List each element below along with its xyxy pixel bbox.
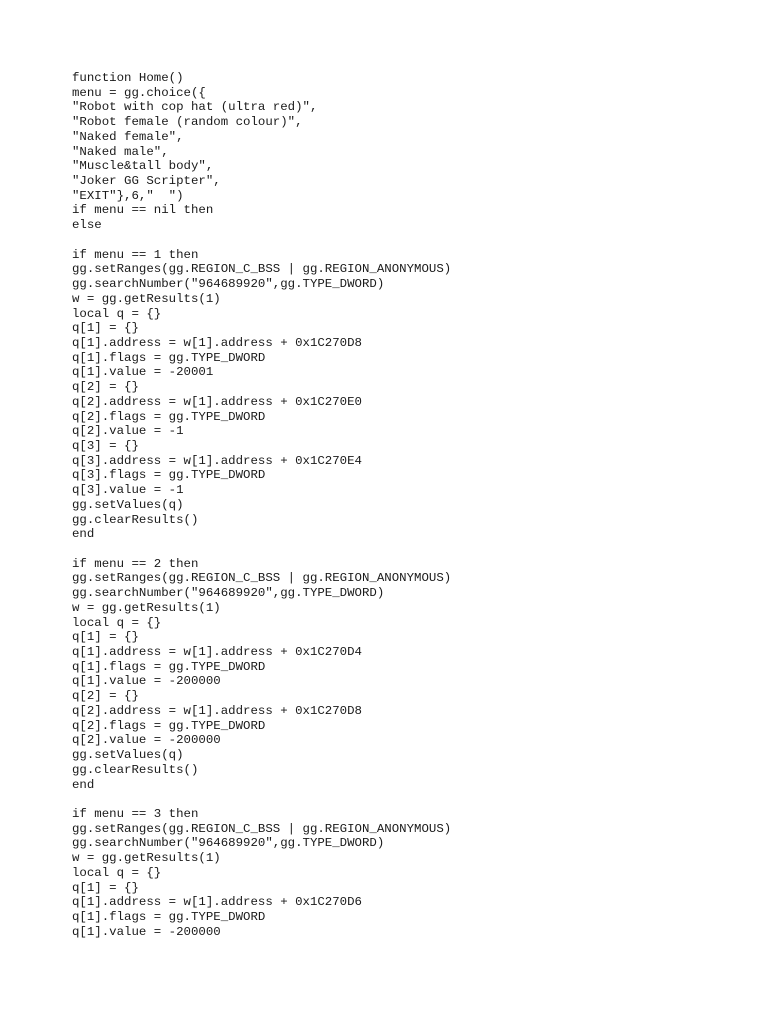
code-line: gg.setRanges(gg.REGION_C_BSS | gg.REGION_ANONYMOUS) bbox=[72, 262, 452, 277]
code-line: q[2].value = -200000 bbox=[72, 733, 221, 748]
code-line: q[2].value = -1 bbox=[72, 424, 184, 439]
code-line: "EXIT"},6," ") bbox=[72, 188, 184, 203]
code-line: else bbox=[72, 218, 102, 233]
code-line: if menu == 3 then bbox=[72, 806, 199, 821]
code-line: q[3].value = -1 bbox=[72, 483, 184, 498]
code-line: w = gg.getResults(1) bbox=[72, 851, 221, 866]
code-line: end bbox=[72, 527, 95, 542]
code-line: gg.clearResults() bbox=[72, 512, 199, 527]
code-line: q[1].flags = gg.TYPE_DWORD bbox=[72, 659, 266, 674]
code-line: "Robot female (random colour)", bbox=[72, 115, 303, 130]
code-line: q[1].address = w[1].address + 0x1C270D6 bbox=[72, 895, 362, 910]
code-line: q[1].value = -200000 bbox=[72, 924, 221, 939]
code-line bbox=[72, 792, 732, 807]
code-line: "Muscle&tall body", bbox=[72, 159, 214, 174]
code-line: q[3].flags = gg.TYPE_DWORD bbox=[72, 468, 266, 483]
code-line: gg.searchNumber("964689920",gg.TYPE_DWORD) bbox=[72, 586, 385, 601]
code-line: q[3].address = w[1].address + 0x1C270E4 bbox=[72, 453, 362, 468]
code-line: q[2] = {} bbox=[72, 380, 139, 395]
code-line: q[1].address = w[1].address + 0x1C270D4 bbox=[72, 645, 362, 660]
code-line: gg.setValues(q) bbox=[72, 748, 184, 763]
code-line: q[2].address = w[1].address + 0x1C270E0 bbox=[72, 394, 362, 409]
code-line bbox=[72, 542, 732, 557]
code-line: if menu == nil then bbox=[72, 203, 214, 218]
code-line: gg.clearResults() bbox=[72, 762, 199, 777]
code-line: q[3] = {} bbox=[72, 438, 139, 453]
code-line: gg.setValues(q) bbox=[72, 497, 184, 512]
code-line: q[2].flags = gg.TYPE_DWORD bbox=[72, 409, 266, 424]
code-line: gg.setRanges(gg.REGION_C_BSS | gg.REGION_ANONYMOUS) bbox=[72, 571, 452, 586]
code-line: gg.searchNumber("964689920",gg.TYPE_DWORD) bbox=[72, 836, 385, 851]
code-line: q[2].flags = gg.TYPE_DWORD bbox=[72, 718, 266, 733]
code-line: w = gg.getResults(1) bbox=[72, 600, 221, 615]
code-line: q[1] = {} bbox=[72, 321, 139, 336]
code-line: if menu == 1 then bbox=[72, 247, 199, 262]
code-line: w = gg.getResults(1) bbox=[72, 291, 221, 306]
code-line: q[1].flags = gg.TYPE_DWORD bbox=[72, 909, 266, 924]
code-line: q[1].value = -200000 bbox=[72, 674, 221, 689]
code-line: local q = {} bbox=[72, 615, 162, 630]
code-line: gg.searchNumber("964689920",gg.TYPE_DWORD) bbox=[72, 277, 385, 292]
code-line: gg.setRanges(gg.REGION_C_BSS | gg.REGION_ANONYMOUS) bbox=[72, 821, 452, 836]
code-line: end bbox=[72, 777, 95, 792]
code-line: local q = {} bbox=[72, 306, 162, 321]
code-line bbox=[72, 233, 732, 248]
code-line: menu = gg.choice({ bbox=[72, 85, 206, 100]
code-line: "Naked male", bbox=[72, 144, 169, 159]
code-line: q[1].flags = gg.TYPE_DWORD bbox=[72, 350, 266, 365]
code-line: "Robot with cop hat (ultra red)", bbox=[72, 100, 318, 115]
code-line: local q = {} bbox=[72, 865, 162, 880]
code-line: q[1].address = w[1].address + 0x1C270D8 bbox=[72, 335, 362, 350]
code-line: q[2].address = w[1].address + 0x1C270D8 bbox=[72, 703, 362, 718]
code-line: q[1] = {} bbox=[72, 630, 139, 645]
code-line: q[1].value = -20001 bbox=[72, 365, 214, 380]
code-listing bbox=[72, 71, 732, 939]
code-line: "Joker GG Scripter", bbox=[72, 174, 221, 189]
code-line: "Naked female", bbox=[72, 129, 184, 144]
code-line: q[2] = {} bbox=[72, 689, 139, 704]
code-line: q[1] = {} bbox=[72, 880, 139, 895]
code-line: if menu == 2 then bbox=[72, 556, 199, 571]
code-line: function Home() bbox=[72, 71, 184, 85]
